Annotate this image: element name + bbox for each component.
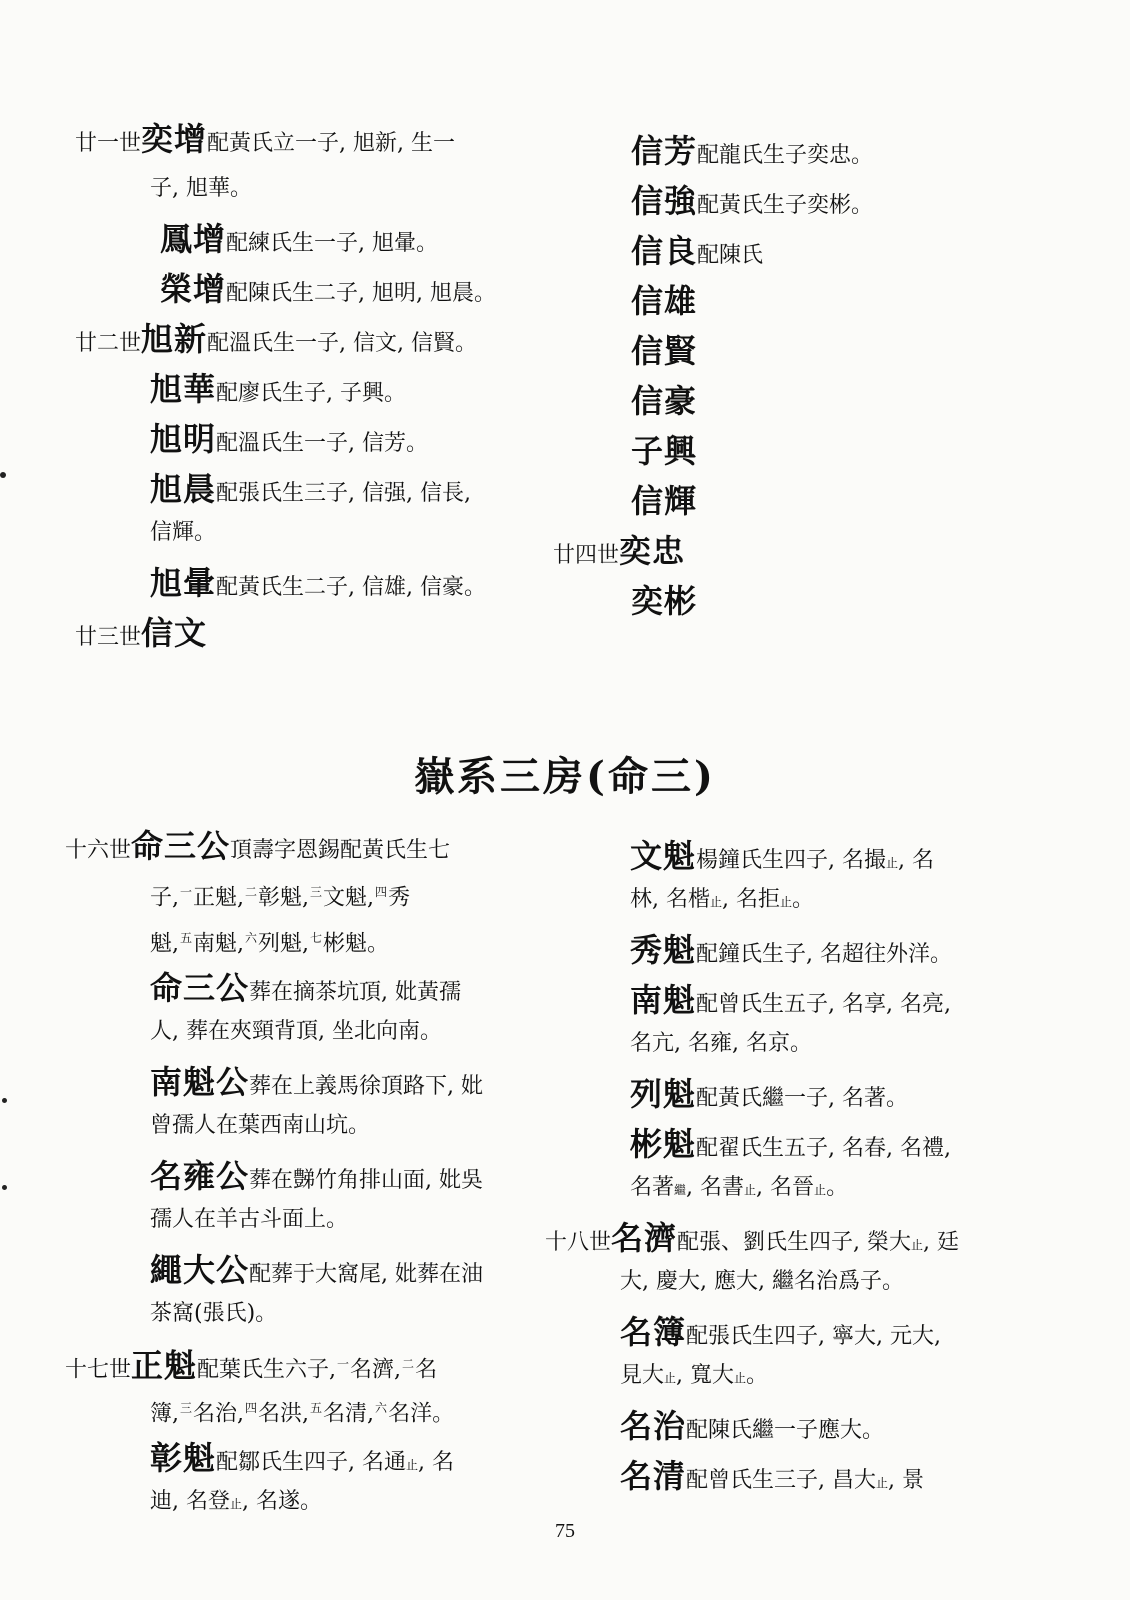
person-name: 信芳 xyxy=(631,132,698,170)
person-name: 旭新 xyxy=(141,320,208,358)
entry-zhangkui xyxy=(65,1437,555,1481)
entry-shengda-burial xyxy=(65,1249,555,1293)
order-numeral: 五 xyxy=(310,1401,323,1415)
page-number: 75 xyxy=(555,1520,575,1542)
stop-mark: 止 xyxy=(744,1183,757,1197)
person-name: 旭明 xyxy=(150,420,217,458)
person-name: 信文 xyxy=(141,614,208,652)
entry-xinhao xyxy=(553,380,1033,430)
generation-label: 廿四世 xyxy=(553,543,620,568)
entry-yizeng xyxy=(75,118,555,168)
text-fragment: 簿, xyxy=(150,1401,179,1427)
entry-continuation xyxy=(545,879,1025,929)
text-fragment: 文魁, xyxy=(323,885,375,911)
entry-liekui xyxy=(545,1073,1025,1123)
person-name: 旭暈 xyxy=(150,564,217,602)
entry-text: 頂壽字恩錫配黃氏生七 xyxy=(230,838,451,863)
person-name: 旭晨 xyxy=(150,470,217,508)
stop-mark: 止 xyxy=(886,856,899,870)
bottom-right-column xyxy=(545,835,1025,1505)
person-name: 名治 xyxy=(620,1407,687,1445)
stop-mark: 止 xyxy=(664,1371,677,1385)
text-fragment: 名洪, xyxy=(258,1401,310,1427)
entry-text: 配陳氏 xyxy=(697,243,764,268)
entry-continuation xyxy=(65,871,555,917)
text-fragment: 魁, xyxy=(150,931,179,957)
scan-speck xyxy=(2,1098,7,1103)
stop-mark: 止 xyxy=(876,1476,889,1490)
order-numeral: 三 xyxy=(180,1401,193,1415)
entry-text: 配葬于大窩尾, 妣葬在油 xyxy=(249,1262,484,1287)
entry-wenkui xyxy=(545,835,1025,879)
top-left-column xyxy=(75,118,555,662)
text-fragment: , 名 xyxy=(898,848,935,873)
person-name: 列魁 xyxy=(630,1075,697,1113)
person-name: 彰魁 xyxy=(150,1439,217,1477)
person-name: 彬魁 xyxy=(630,1125,697,1163)
entry-xuhua xyxy=(75,368,555,418)
order-numeral: 一 xyxy=(337,1357,350,1371)
entry-yizhong xyxy=(553,530,1033,580)
text-fragment: , 名遂。 xyxy=(242,1489,323,1514)
entry-xiukui xyxy=(545,929,1025,979)
order-numeral: 二 xyxy=(245,885,258,899)
text-fragment: 林, 名楷 xyxy=(630,887,710,912)
entry-text: 配陳氏生二子, 旭明, 旭晨。 xyxy=(226,281,496,306)
person-name: 正魁 xyxy=(131,1346,198,1385)
order-numeral: 一 xyxy=(180,885,193,899)
text-fragment: , 寬大 xyxy=(676,1363,735,1388)
person-name: 信雄 xyxy=(631,282,698,320)
text-fragment: , 名書 xyxy=(686,1175,745,1200)
person-name: 名濟 xyxy=(611,1219,678,1257)
text-fragment: 名洋。 xyxy=(388,1401,455,1427)
entry-text: 配黃氏生子奕彬。 xyxy=(697,193,874,218)
person-name: 奕彬 xyxy=(631,582,698,620)
generation-label: 十六世 xyxy=(65,838,132,863)
entry-text: 配張氏生四子, 寧大, 元大, xyxy=(686,1324,941,1349)
text-fragment: 名清, xyxy=(323,1401,375,1427)
text-fragment: , 廷 xyxy=(923,1230,960,1255)
text-fragment: 。 xyxy=(746,1363,769,1388)
entry-binkui xyxy=(545,1123,1025,1167)
entry-continuation: 孺人在羊古斗面上。 xyxy=(150,1207,349,1232)
order-numeral: 三 xyxy=(310,885,323,899)
entry-text: 配曾氏生三子, 昌大 xyxy=(686,1468,877,1493)
text-fragment: 見大 xyxy=(620,1363,665,1388)
entry-continuation: 曾孺人在葉西南山坑。 xyxy=(150,1113,371,1138)
entry-fengzeng xyxy=(75,218,555,268)
person-name: 奕忠 xyxy=(619,532,686,570)
entry-text: 葬在摘茶坑頂, 妣黃孺 xyxy=(249,980,462,1005)
order-numeral: 七 xyxy=(310,931,323,945)
entry-text: 楊鐘氏生四子, 名撮 xyxy=(696,848,887,873)
text-fragment: 名 xyxy=(415,1357,438,1383)
text-fragment: , 景 xyxy=(888,1468,925,1493)
text-fragment: 迪, 名登 xyxy=(150,1489,230,1514)
order-numeral: 四 xyxy=(245,1401,258,1415)
entry-yibin xyxy=(553,580,1033,630)
entry-continuation: 大, 慶大, 應大, 繼名治爲子。 xyxy=(620,1269,904,1294)
entry-mingyong-burial xyxy=(65,1155,555,1199)
bottom-left-column xyxy=(65,825,555,1531)
stop-mark: 止 xyxy=(814,1183,827,1197)
stop-mark: 止 xyxy=(734,1371,747,1385)
text-fragment: 彬魁。 xyxy=(323,931,390,957)
text-fragment: 名治, xyxy=(193,1401,245,1427)
entry-zixing xyxy=(553,430,1033,480)
entry-text: 配張氏生三子, 信强, 信長, xyxy=(216,481,471,506)
generation-label: 十七世 xyxy=(65,1357,132,1383)
entry-text: 配黃氏立一子, 旭新, 生一 xyxy=(207,131,456,156)
person-name: 南魁 xyxy=(630,981,697,1019)
entry-mingji xyxy=(545,1217,1025,1261)
person-name: 繩大公 xyxy=(150,1251,250,1289)
text-fragment: 名濟, xyxy=(350,1357,402,1383)
person-name: 南魁公 xyxy=(150,1063,250,1101)
scan-speck xyxy=(0,472,6,478)
person-name: 秀魁 xyxy=(630,931,697,969)
person-name: 榮增 xyxy=(160,270,227,308)
entry-xinxian xyxy=(553,330,1033,380)
order-numeral: 二 xyxy=(402,1357,415,1371)
person-name: 文魁 xyxy=(630,837,697,875)
text-fragment: 正魁, xyxy=(193,885,245,911)
text-fragment: 名著 xyxy=(630,1175,675,1200)
entry-mingzhi xyxy=(545,1405,1025,1455)
entry-text: 葬在上義馬徐頂路下, 妣 xyxy=(249,1074,484,1099)
entry-xinhui xyxy=(553,480,1033,530)
entry-text: 配曾氏生五子, 名享, 名亮, xyxy=(696,992,951,1017)
entry-text: 配練氏生一子, 旭暈。 xyxy=(226,231,439,256)
person-name: 名雍公 xyxy=(150,1157,250,1195)
entry-nankui-burial xyxy=(65,1061,555,1105)
entry-text: 配陳氏繼一子應大。 xyxy=(686,1418,885,1443)
text-fragment: 南魁, xyxy=(193,931,245,957)
stop-mark: 止 xyxy=(406,1458,419,1472)
entry-text: 配葉氏生六子, xyxy=(197,1357,337,1383)
entry-xuming xyxy=(75,418,555,468)
person-name: 奕增 xyxy=(141,120,208,158)
entry-text: 配龍氏生子奕忠。 xyxy=(697,143,874,168)
text-fragment: 列魁, xyxy=(258,931,310,957)
person-name: 旭華 xyxy=(150,370,217,408)
person-name: 名簿 xyxy=(620,1313,687,1351)
entry-xuyun xyxy=(75,562,555,612)
entry-continuation: 茶窩(張氏)。 xyxy=(150,1301,278,1326)
entry-text: 配黃氏繼一子, 名著。 xyxy=(696,1086,909,1111)
text-fragment: , 名晉 xyxy=(756,1175,815,1200)
entry-text: 配鐘氏生子, 名超往外洋。 xyxy=(696,942,953,967)
entry-text: 配廖氏生子, 子興。 xyxy=(216,381,407,406)
text-fragment: 子, xyxy=(150,885,179,911)
entry-mingbu xyxy=(545,1311,1025,1355)
entry-continuation xyxy=(545,1167,1025,1217)
stop-mark: 止 xyxy=(911,1238,924,1252)
entry-mingsan-burial xyxy=(65,967,555,1011)
order-numeral: 五 xyxy=(180,931,193,945)
entry-xuchen xyxy=(75,468,555,512)
entry-continuation: 人, 葬在夾頸背頂, 坐北向南。 xyxy=(150,1019,442,1044)
entry-text: 配鄒氏生四子, 名通 xyxy=(216,1450,407,1475)
entry-zhengkui xyxy=(65,1343,555,1387)
entry-xinfang xyxy=(553,130,1033,180)
person-name: 鳳增 xyxy=(160,220,227,258)
order-numeral: 六 xyxy=(375,1401,388,1415)
order-numeral: 六 xyxy=(245,931,258,945)
person-name: 命三公 xyxy=(131,827,231,865)
top-right-column xyxy=(553,130,1033,630)
text-fragment: 。 xyxy=(826,1175,849,1200)
section-title: 嶽系三房(命三) xyxy=(414,753,716,800)
entry-rongzeng xyxy=(75,268,555,318)
scan-speck xyxy=(2,1185,7,1190)
entry-xinxiong xyxy=(553,280,1033,330)
entry-continuation: 子, 旭華。 xyxy=(150,176,252,201)
person-name: 信輝 xyxy=(631,482,698,520)
stop-mark: 止 xyxy=(780,895,793,909)
entry-text: 配溫氏生一子, 信文, 信賢。 xyxy=(207,331,478,356)
person-name: 信豪 xyxy=(631,382,698,420)
person-name: 命三公 xyxy=(150,969,250,1007)
entry-mingsan xyxy=(65,825,555,871)
entry-xinliang xyxy=(553,230,1033,280)
text-fragment: 秀 xyxy=(388,885,411,911)
person-name: 名清 xyxy=(620,1457,687,1495)
entry-nankui xyxy=(545,979,1025,1023)
generation-label: 廿三世 xyxy=(75,625,142,650)
order-numeral: 四 xyxy=(375,885,388,899)
stop-mark: 止 xyxy=(710,895,723,909)
entry-text: 配黃氏生二子, 信雄, 信豪。 xyxy=(216,575,486,600)
person-name: 信強 xyxy=(631,182,698,220)
entry-continuation xyxy=(545,1355,1025,1405)
generation-label: 廿二世 xyxy=(75,331,142,356)
entry-xinwen xyxy=(75,612,555,662)
entry-text: 配翟氏生五子, 名春, 名禮, xyxy=(696,1136,951,1161)
adoption-mark: 繼 xyxy=(674,1183,687,1197)
entry-continuation: 名亢, 名雍, 名京。 xyxy=(630,1031,812,1056)
text-fragment: 。 xyxy=(792,887,815,912)
entry-text: 配溫氏生一子, 信芳。 xyxy=(216,431,429,456)
entry-xinqiang xyxy=(553,180,1033,230)
text-fragment: , 名拒 xyxy=(722,887,781,912)
text-fragment: , 名 xyxy=(418,1450,455,1475)
person-name: 信賢 xyxy=(631,332,698,370)
entry-continuation xyxy=(65,917,555,967)
entry-continuation: 信輝。 xyxy=(150,520,217,545)
entry-text: 配張、劉氏生四子, 榮大 xyxy=(677,1230,912,1255)
entry-continuation xyxy=(65,1387,555,1437)
text-fragment: 彰魁, xyxy=(258,885,310,911)
generation-label: 廿一世 xyxy=(75,131,142,156)
generation-label: 十八世 xyxy=(545,1230,612,1255)
entry-xuxin xyxy=(75,318,555,368)
entry-text: 葬在豑竹角排山面, 妣吳 xyxy=(249,1168,484,1193)
stop-mark: 止 xyxy=(230,1497,243,1511)
person-name: 子興 xyxy=(631,432,698,470)
entry-mingqing xyxy=(545,1455,1025,1505)
person-name: 信良 xyxy=(631,232,698,270)
